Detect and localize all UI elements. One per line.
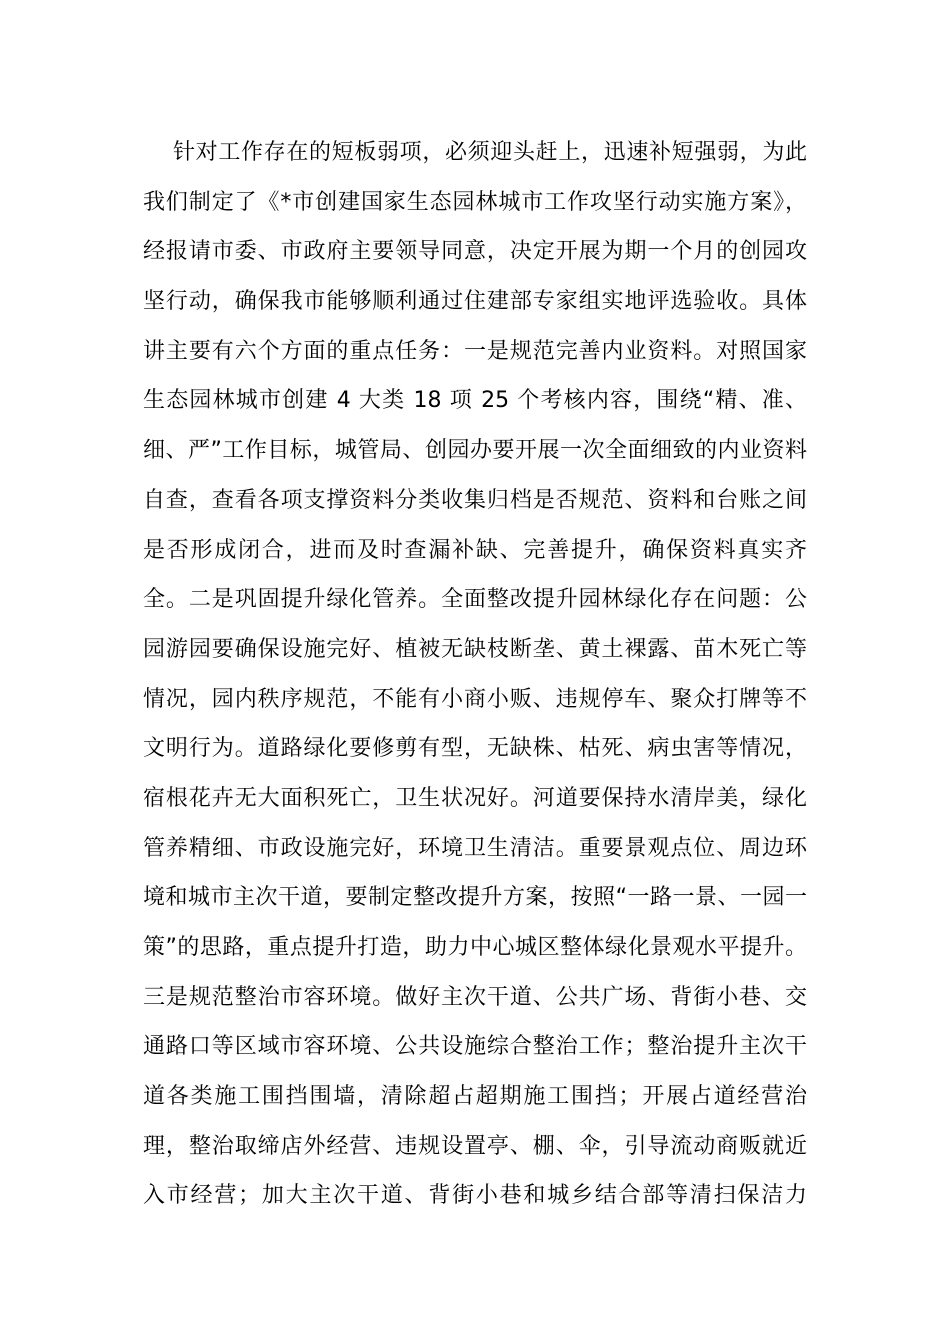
paragraph-line: 园游园要确保设施完好、植被无缺枝断垄、黄土裸露、苗木死亡等 (143, 636, 807, 662)
paragraph-line: 坚行动，确保我市能够顺利通过住建部专家组实地评选验收。具体 (143, 289, 807, 315)
paragraph-line: 入市经营；加大主次干道、背街小巷和城乡结合部等清扫保洁力 (143, 1183, 807, 1209)
paragraph-line: 自查，查看各项支撑资料分类收集归档是否规范、资料和台账之间 (143, 487, 807, 513)
paragraph-line: 三是规范整治市容环境。做好主次干道、公共广场、背街小巷、交 (143, 984, 807, 1010)
paragraph-line: 情况，园内秩序规范，不能有小商小贩、违规停车、聚众打牌等不 (143, 686, 807, 712)
paragraph-line: 宿根花卉无大面积死亡，卫生状况好。河道要保持水清岸美，绿化 (143, 785, 807, 811)
paragraph-line: 我们制定了《*市创建国家生态园林城市工作攻坚行动实施方案》， (143, 189, 807, 215)
paragraph-line: 管养精细、市政设施完好，环境卫生清洁。重要景观点位、周边环 (143, 835, 807, 861)
paragraph-line: 策”的思路，重点提升打造，助力中心城区整体绿化景观水平提升。 (143, 935, 807, 960)
paragraph-line: 经报请市委、市政府主要领导同意，决定开展为期一个月的创园攻 (143, 239, 807, 265)
paragraph-line: 文明行为。道路绿化要修剪有型，无缺株、枯死、病虫害等情况， (143, 736, 807, 762)
paragraph-line: 生态园林城市创建 4 大类 18 项 25 个考核内容，围绕“精、准、 (143, 388, 807, 414)
paragraph-line: 是否形成闭合，进而及时查漏补缺、完善提升，确保资料真实齐 (143, 537, 807, 563)
paragraph-line: 讲主要有六个方面的重点任务：一是规范完善内业资料。对照国家 (143, 338, 807, 364)
body-paragraph (143, 128, 807, 1221)
paragraph-line: 境和城市主次干道，要制定整改提升方案，按照“一路一景、一园一 (143, 885, 807, 911)
paragraph-line: 通路口等区域市容环境、公共设施综合整治工作；整治提升主次干 (143, 1034, 807, 1060)
paragraph-line: 理，整治取缔店外经营、违规设置亭、棚、伞，引导流动商贩就近 (143, 1133, 807, 1159)
paragraph-line: 道各类施工围挡围墙，清除超占超期施工围挡；开展占道经营治 (143, 1084, 807, 1110)
paragraph-line: 细、严”工作目标，城管局、创园办要开展一次全面细致的内业资料 (143, 438, 807, 464)
paragraph-line: 全。二是巩固提升绿化管养。全面整改提升园林绿化存在问题：公 (143, 587, 807, 613)
paragraph-line: 针对工作存在的短板弱项，必须迎头赶上，迅速补短强弱，为此 (173, 140, 807, 165)
